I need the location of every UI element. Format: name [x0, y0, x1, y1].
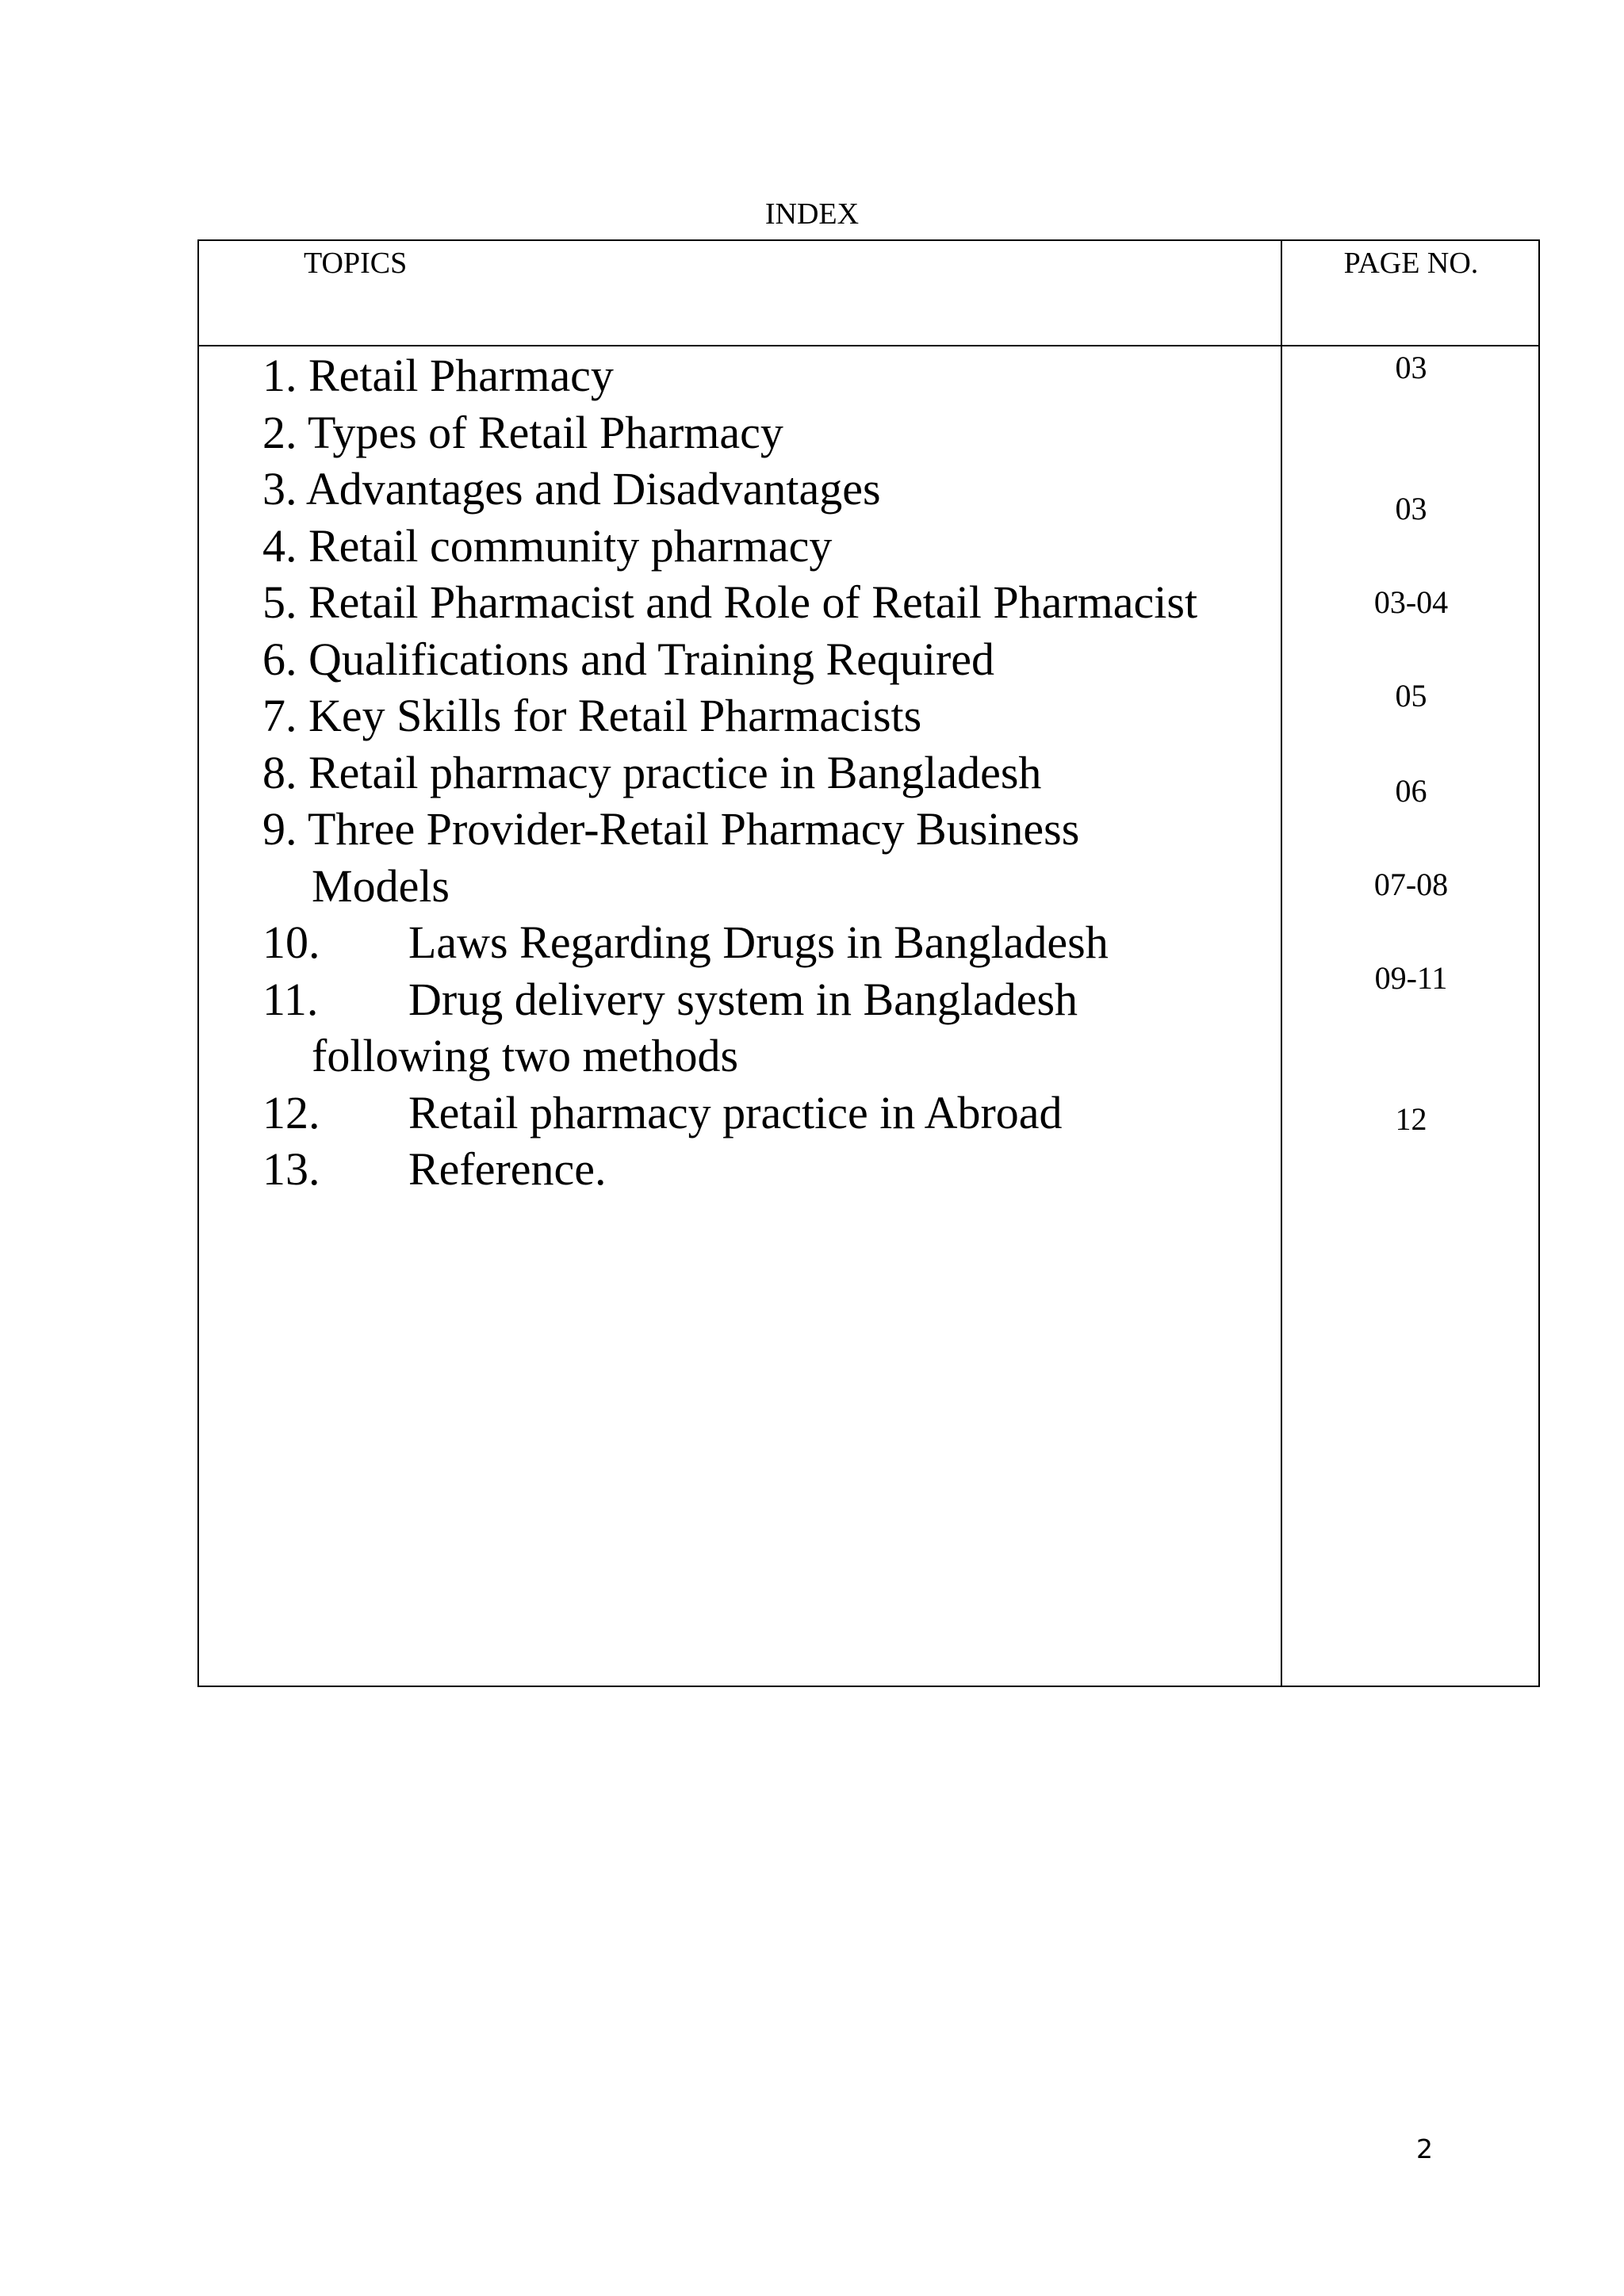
page-number-entry: 12	[1395, 1101, 1427, 1137]
topic-number: 1.	[262, 350, 297, 401]
topic-item-9	[262, 801, 1270, 858]
topic-text: Types of Retail Pharmacy	[307, 406, 783, 458]
topic-item-2	[262, 404, 1270, 461]
topic-number: 10.	[262, 916, 320, 968]
topic-item-4	[262, 518, 1270, 575]
topic-item-5	[262, 574, 1270, 631]
page-number-entry: 05	[1395, 678, 1427, 714]
topic-item-11-continuation: following two methods	[312, 1030, 739, 1081]
topic-item-12	[262, 1085, 1270, 1142]
topic-text: Advantages and Disadvantages	[305, 463, 881, 515]
page-number-entry: 03-04	[1373, 584, 1449, 620]
page-number-entry: 09-11	[1374, 960, 1448, 996]
topic-list	[262, 347, 1270, 1198]
topic-number: 9.	[262, 803, 297, 855]
topic-text: Reference.	[408, 1143, 607, 1195]
topic-text: Retail community pharmacy	[308, 519, 833, 572]
topic-item-7	[262, 687, 1270, 744]
topic-item-1	[262, 347, 1270, 404]
page-number-entry: 07-08	[1373, 867, 1449, 902]
topic-number: 3.	[262, 463, 297, 515]
topic-text: Laws Regarding Drugs in Bangladesh	[408, 916, 1109, 968]
topic-number: 5.	[262, 576, 297, 628]
topic-text: Retail Pharmacist and Role of Retail Pharmacist	[308, 576, 1198, 628]
topic-text: Three Provider-Retail Pharmacy Business	[307, 803, 1080, 855]
topic-number: 13.	[262, 1143, 320, 1195]
topic-text: Retail Pharmacy	[308, 350, 614, 401]
topic-number: 6.	[262, 633, 297, 685]
topic-number: 11.	[262, 973, 319, 1025]
index-title: INDEX	[764, 197, 860, 231]
topic-item-3	[262, 461, 1270, 518]
topic-number: 2.	[262, 406, 297, 458]
topic-item-13	[262, 1141, 1270, 1198]
index-table	[197, 239, 1540, 1687]
topic-item-8	[262, 744, 1270, 802]
topic-number: 8.	[262, 746, 297, 798]
header-divider	[199, 345, 1538, 346]
page-number-entry: 03	[1395, 491, 1427, 526]
topic-number: 4.	[262, 519, 297, 572]
topic-number: 7.	[262, 690, 297, 741]
page-number-entry: 06	[1395, 773, 1427, 809]
topic-text: Qualifications and Training Required	[308, 633, 995, 685]
topic-item-11	[262, 971, 1270, 1028]
page-number-entry: 03	[1395, 350, 1427, 385]
topic-text: Retail pharmacy practice in Bangladesh	[308, 746, 1042, 798]
topic-item-9-continuation: Models	[312, 859, 450, 912]
topics-column-header: TOPICS	[304, 247, 408, 280]
topic-text: Key Skills for Retail Pharmacists	[308, 690, 922, 741]
topic-text: Drug delivery system in Bangladesh	[408, 973, 1078, 1025]
topic-item-10	[262, 914, 1270, 971]
topic-item-6	[262, 631, 1270, 688]
topic-number: 12.	[262, 1086, 320, 1138]
footer-page-number: 2	[1416, 2133, 1433, 2164]
page-column-header: PAGE NO.	[1343, 247, 1479, 280]
topic-text: Retail pharmacy practice in Abroad	[408, 1086, 1063, 1138]
